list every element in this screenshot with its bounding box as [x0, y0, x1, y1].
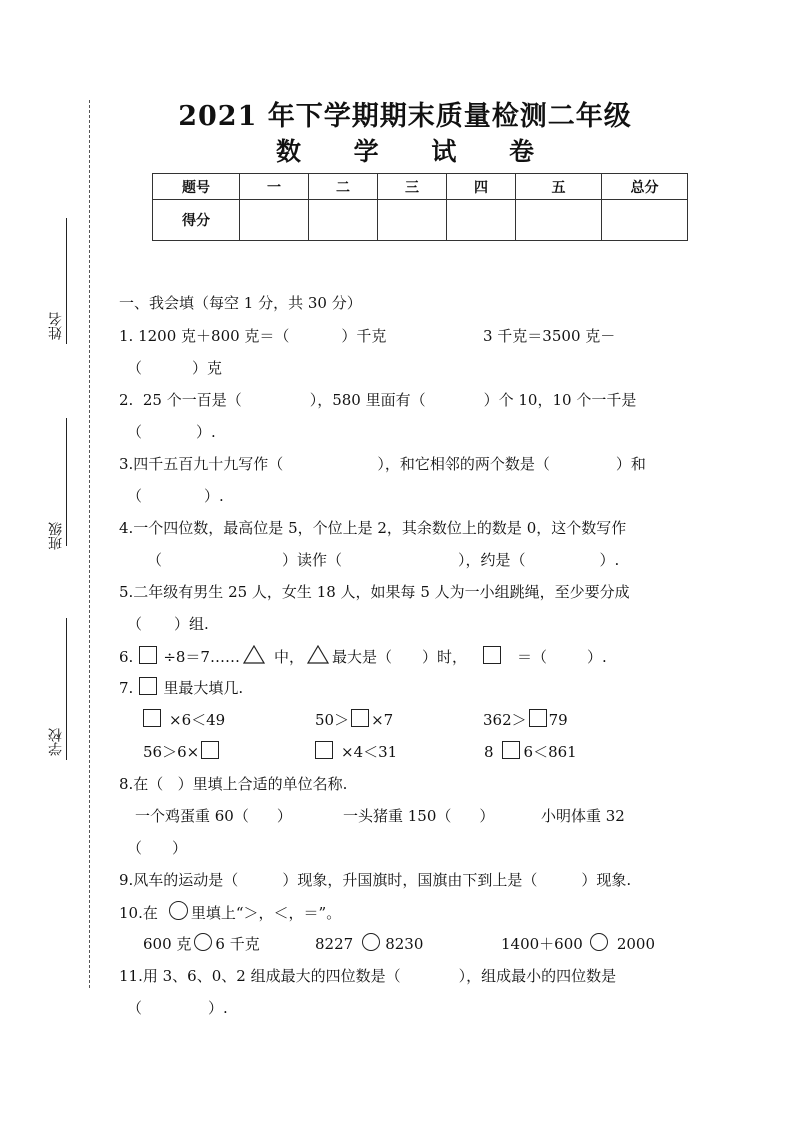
q3-text: （	[127, 487, 143, 505]
question-8-item	[343, 805, 494, 826]
q7-text: ×6＜49	[169, 711, 226, 729]
circle-icon	[169, 901, 188, 920]
score-row-label: 得分	[153, 200, 240, 241]
question-1-line2	[127, 357, 222, 378]
score-header-cell: 二	[309, 174, 378, 200]
q7-text: 6＜861	[523, 743, 577, 761]
q2-text: （	[127, 423, 143, 441]
q3-text: ）和	[615, 455, 646, 473]
q7-text: 79	[548, 711, 568, 729]
q10-text: 6 千克	[215, 935, 260, 953]
q8-text: ）	[479, 807, 495, 825]
q8-text: 一个鸡蛋重 60（	[135, 807, 249, 825]
question-8-item: 小明体重 32	[541, 807, 625, 825]
q7-text: 里最大填几.	[163, 679, 244, 697]
q11-text: 11.用 3、6、0、2 组成最大的四位数是（	[119, 967, 401, 985]
binding-dashed-line	[89, 100, 90, 988]
question-7-heading	[119, 677, 243, 698]
question-5-line2	[127, 613, 209, 634]
q8-text: ）	[276, 807, 292, 825]
name-blank-line	[66, 218, 67, 344]
score-blank-cell[interactable]	[516, 200, 602, 241]
q10-text: 1400＋600	[501, 935, 583, 953]
score-header-cell: 三	[378, 174, 447, 200]
class-blank-line	[66, 418, 67, 546]
square-box-icon	[315, 741, 333, 759]
exam-title: 2021 年下学期期末质量检测二年级	[178, 101, 632, 132]
q7-text: 7.	[119, 679, 134, 697]
score-header-cell: 一	[240, 174, 309, 200]
square-box-icon	[483, 646, 501, 664]
q1-text: ）千克	[341, 327, 387, 345]
question-7-item	[141, 709, 225, 730]
exam-subtitle: 数 学 试 卷	[275, 137, 557, 166]
q4-text: ）.	[599, 551, 620, 569]
score-table	[152, 173, 688, 241]
square-box-icon	[502, 741, 520, 759]
q10-text: 里填上“＞，＜，＝”。	[190, 904, 342, 922]
q2-text: ）.	[196, 423, 216, 441]
score-header-cell: 题号	[153, 174, 240, 200]
square-box-icon	[529, 709, 547, 727]
question-1-part2: 3 千克＝3500 克－	[483, 327, 616, 345]
section-heading: 一、我会填（每空 1 分，共 30 分）	[119, 294, 362, 312]
question-11-line2	[127, 997, 228, 1018]
question-8-heading: 8.在（ ）里填上合适的单位名称.	[119, 775, 348, 793]
q11-text: ），组成最小的四位数是	[458, 967, 617, 985]
question-11-line1	[119, 965, 616, 986]
q8-text: 一头猪重 150（	[343, 807, 452, 825]
q9-text: ）现象.	[581, 871, 632, 889]
square-box-icon	[201, 741, 219, 759]
q10-text: 8227	[315, 935, 354, 953]
score-blank-cell[interactable]	[447, 200, 516, 241]
question-8-item	[135, 805, 292, 826]
score-header-cell: 五	[516, 174, 602, 200]
q8-text: （	[127, 839, 143, 857]
question-5-line1: 5.二年级有男生 25 人，女生 18 人，如果每 5 人为一小组跳绳，至少要分成	[119, 583, 630, 601]
q9-text: 9.风车的运动是（	[119, 871, 239, 889]
q7-text: 50＞	[315, 711, 350, 729]
q3-text: ），和它相邻的两个数是（	[377, 455, 550, 473]
question-2-line2	[127, 421, 216, 442]
q6-text: 6.	[119, 648, 134, 666]
circle-icon	[362, 933, 380, 951]
question-8-line2	[127, 837, 187, 858]
circle-icon	[590, 933, 608, 951]
score-header-cell: 四	[447, 174, 516, 200]
circle-icon	[194, 933, 212, 951]
question-4-line1: 4.一个四位数，最高位是 5，个位上是 2，其余数位上的数是 0，这个数写作	[119, 519, 627, 537]
q5-text: ）组.	[174, 615, 209, 633]
q1-text: （	[127, 359, 143, 377]
triangle-icon	[307, 645, 329, 664]
question-9	[119, 869, 631, 890]
question-3-line2	[127, 485, 224, 506]
score-blank-cell[interactable]	[240, 200, 309, 241]
question-10-heading	[119, 901, 341, 923]
q1-text: 1. 1200 克＋800 克＝（	[119, 327, 290, 345]
name-label: 姓名	[48, 312, 64, 340]
square-box-icon	[139, 677, 157, 695]
question-7-item	[143, 741, 221, 762]
question-1-line1	[119, 325, 386, 346]
q2-text: 2. 25 个一百是（	[119, 391, 242, 409]
question-2-line1	[119, 389, 636, 410]
q6-text: ÷8＝7……	[163, 648, 240, 666]
q6-text: ）.	[587, 648, 607, 666]
q11-text: （	[127, 999, 143, 1017]
q3-text: 3.四千五百九十九写作（	[119, 455, 284, 473]
q2-text: ），580 里面有（	[309, 391, 426, 409]
question-10-item	[501, 933, 655, 954]
q10-text: 8230	[385, 935, 424, 953]
q6-text: ＝（	[517, 648, 548, 666]
q1-text: ）克	[192, 359, 223, 377]
class-label: 班级	[48, 522, 64, 550]
q8-text: ）	[172, 839, 188, 857]
square-box-icon	[143, 709, 161, 727]
q6-text: 中，	[273, 648, 304, 666]
school-label: 学校	[48, 728, 64, 756]
q3-text: ）.	[204, 487, 224, 505]
q7-text: 56＞6×	[143, 743, 200, 761]
square-box-icon	[139, 646, 157, 664]
q2-text: ）个 10，10 个一千是	[483, 391, 637, 409]
school-blank-line	[66, 618, 67, 760]
q5-text: （	[127, 615, 143, 633]
q11-text: ）.	[208, 999, 228, 1017]
question-7-item	[313, 741, 397, 762]
score-blank-cell[interactable]	[602, 200, 688, 241]
question-10-item	[315, 933, 423, 953]
q10-text: 600 克	[143, 935, 192, 953]
triangle-icon	[243, 645, 265, 664]
q9-text: ）现象，升国旗时，国旗由下到上是（	[282, 871, 538, 889]
q7-text: ×7	[371, 711, 394, 729]
q4-text: ）读作（	[282, 551, 343, 569]
q7-text: 362＞	[483, 711, 527, 729]
question-7-item	[483, 709, 568, 730]
question-7-item	[315, 709, 393, 730]
q10-text: 2000	[616, 935, 655, 953]
q4-text: （	[147, 551, 163, 569]
q6-text: 最大是（	[331, 648, 392, 666]
question-3-line1	[119, 453, 646, 474]
score-header-cell: 总分	[602, 174, 688, 200]
square-box-icon	[351, 709, 369, 727]
q10-text: 10.在	[119, 904, 158, 922]
score-blank-cell[interactable]	[309, 200, 378, 241]
question-6	[119, 645, 607, 667]
q6-text: ）时，	[422, 648, 468, 666]
q7-text: ×4＜31	[341, 743, 398, 761]
q4-text: ），约是（	[458, 551, 526, 569]
question-10-item	[143, 933, 260, 954]
score-blank-cell[interactable]	[378, 200, 447, 241]
question-4-line2	[147, 549, 619, 570]
question-7-item	[484, 741, 577, 762]
q7-text: 8	[484, 743, 494, 761]
